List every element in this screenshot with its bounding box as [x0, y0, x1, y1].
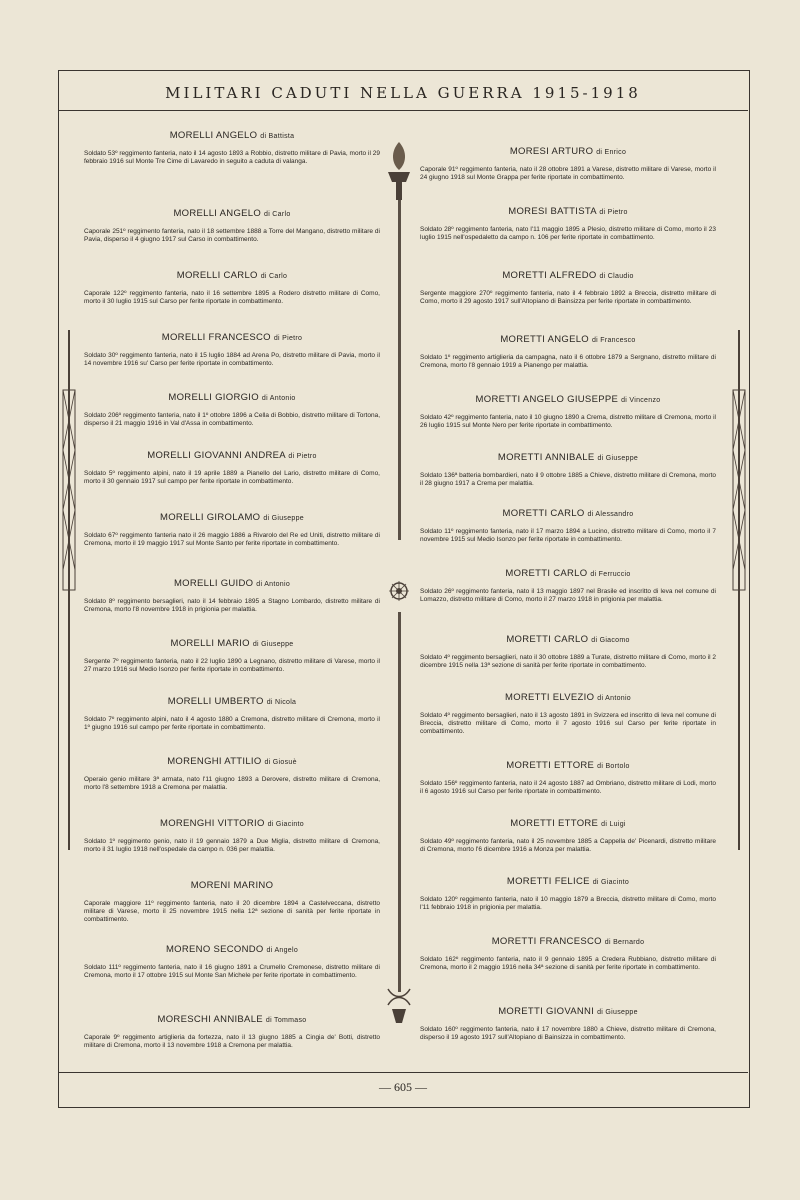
entry: MORELLI GUIDO di Antonio Soldato 8º reggimento bersaglieri, nato il 14 febbraio 1895 a Stagno Lombardo, distretto militare di Cremona, morto l'8 novembre 1918 in prigionia per malattia.: [84, 578, 380, 613]
entry: MORESI ARTURO di Enrico Caporale 91º reggimento fanteria, nato il 28 ottobre 1891 a Varese, distretto militare di Varese, morto il 24 giugno 1918 sul Monte Grappa per ferite riportate in combattimento.: [420, 146, 716, 181]
entry: MORESCHI ANNIBALE di Tommaso Caporale 9º reggimento artiglieria da fortezza, nato il 13 giugno 1885 a Cingia de' Botti, distretto militare di Cremona, morto il 13 novembre 1918 a Cremona per malattia.: [84, 1014, 380, 1049]
entry: MORELLI MARIO di Giuseppe Sergente 7º reggimento fanteria, nato il 22 luglio 1890 a Legnano, distretto militare di Varese, morto il 27 marzo 1916 sul Medio Isonzo per ferite riportate in combattimento.: [84, 638, 380, 673]
entry: MORENI MARINO Caporale maggiore 11º reggimento fanteria, nato il 20 dicembre 1894 a Castelveccana, distretto militare di Varese, morto il 25 novembre 1915 nella 12ª sezione di sanità per ferite riportate in combattimento.: [84, 880, 380, 923]
entry: MORETTI ETTORE di Bortolo Soldato 156º reggimento fanteria, nato il 24 agosto 1887 ad Ombriano, distretto militare di Lodi, morto il 6 agosto 1916 sul Carso per ferite riportate in combattimento.: [420, 760, 716, 795]
entry: MORETTI ALFREDO di Claudio Sergente maggiore 270º reggimento fanteria, nato il 4 febbraio 1892 a Breccia, distretto militare di Como, morto il 29 agosto 1917 sull'Altopiano di Bainsizza per ferite riportate in combattimento.: [420, 270, 716, 305]
entry: MORETTI CARLO di Alessandro Soldato 11º reggimento fanteria, nato il 17 marzo 1894 a Lucino, distretto militare di Como, morto il 7 novembre 1915 sul Medio Isonzo per ferite riportate in combattimento.: [420, 508, 716, 543]
entry: MORETTI ELVEZIO di Antonio Soldato 4º reggimento bersaglieri, nato il 13 agosto 1891 in Svizzera ed inscritto di leva nel comune di Breccia, distretto militare di Como, morto il 7 agosto 1916 sul Carso per ferite riportate in combattimento.: [420, 692, 716, 735]
entry: MORETTI CARLO di Ferruccio Soldato 26º reggimento fanteria, nato il 13 maggio 1897 nel Brasile ed inscritto di leva nel comune di Lomazzo, distretto militare di Como, morto il 27 marzo 1918 in prigionia per malattia.: [420, 568, 716, 603]
rosette-ornament: [382, 578, 416, 604]
entry: MORELLI ANGELO di Carlo Caporale 251º reggimento fanteria, nato il 18 settembre 1888 a Torre del Mangano, distretto militare di Pavia, disperso il 4 giugno 1917 sul Carso in combattimento.: [84, 208, 380, 243]
entry: MORETTI GIOVANNI di Giuseppe Soldato 160º reggimento fanteria, nato il 17 novembre 1880 a Chieve, distretto militare di Cremona, disperso il 19 agosto 1917 sull'Altopiano di Bainsizza in combattimento.: [420, 1006, 716, 1041]
entry: MORETTI ANNIBALE di Giuseppe Soldato 136ª batteria bombardieri, nato il 9 ottobre 1885 a Chieve, distretto militare di Cremona, morto il 28 giugno 1917 a Crema per malattia.: [420, 452, 716, 487]
entry: MORENGHI VITTORIO di Giacinto Soldato 1º reggimento genio, nato il 19 gennaio 1879 a Due Miglia, distretto militare di Cremona, morto il 31 luglio 1918 nell'ospedale da campo n. 036 per malattia.: [84, 818, 380, 853]
entry: MORETTI FELICE di Giacinto Soldato 120º reggimento fanteria, nato il 10 maggio 1879 a Breccia, distretto militare di Como, morto l'11 febbraio 1918 in prigionia per malattia.: [420, 876, 716, 911]
entry: MORESI BATTISTA di Pietro Soldato 28º reggimento fanteria, nato l'11 maggio 1895 a Plesio, distretto militare di Como, morto il 23 luglio 1915 nell'ospedaletto da campo n. 106 per ferite riportate in combattimento.: [420, 206, 716, 241]
entry: MORETTI CARLO di Giacomo Soldato 4º reggimento bersaglieri, nato il 30 ottobre 1889 a Turate, distretto militare di Como, morto il 2 dicembre 1915 nella 13ª sezione di sanità per ferite riportate in combattimento.: [420, 634, 716, 669]
entry: MORENGHI ATTILIO di Giosuè Operaio genio militare 3ª armata, nato l'11 giugno 1893 a Derovere, distretto militare di Cremona, morto l'8 settembre 1918 a Cremona per malattia.: [84, 756, 380, 791]
footer-rule: [58, 1072, 748, 1073]
flag-left-ornament: [60, 330, 78, 850]
page-number: — 605 —: [379, 1080, 427, 1094]
column-rule-lower: [398, 612, 401, 992]
entry: MORETTI FRANCESCO di Bernardo Soldato 162º reggimento fanteria, nato il 9 gennaio 1895 a Credera Rubbiano, distretto militare di Cremona, morto il 2 maggio 1916 nella 34ª sezione di sanità per ferite riportate in combattimento.: [420, 936, 716, 971]
flag-right-ornament: [730, 330, 748, 850]
entry: MORELLI GIORGIO di Antonio Soldato 206º reggimento fanteria, nato il 1º ottobre 1896 a Cella di Bobbio, distretto militare di Tortona, disperso il 21 maggio 1916 in Val d'Assa in combattimento.: [84, 392, 380, 427]
page-header: [58, 84, 748, 111]
torch-ornament: [382, 140, 416, 200]
entry: MORELLI CARLO di Carlo Caporale 122º reggimento fanteria, nato il 16 settembre 1895 a Rodero distretto militare di Como, morto il 30 luglio 1915 sul Carso per ferite riportate in combattimento.: [84, 270, 380, 305]
entry: MORETTI ETTORE di Luigi Soldato 49º reggimento fanteria, nato il 25 novembre 1885 a Cappella de' Picenardi, distretto militare di Cremona, morto l'6 dicembre 1916 a Monza per malattia.: [420, 818, 716, 853]
entry: MORELLI ANGELO di Battista Soldato 53º reggimento fanteria, nato il 14 agosto 1893 a Robbio, distretto militare di Pavia, morto il 29 febbraio 1916 sul Monte Tre Cime di Lavaredo in seguito a caduta di valanga.: [84, 130, 380, 165]
entry: MORELLI FRANCESCO di Pietro Soldato 30º reggimento fanteria, nato il 15 luglio 1884 ad Arena Po, distretto militare di Pavia, morto il 14 novembre 1916 su' Carso per ferite riportate in combattimento.: [84, 332, 380, 367]
entry: MORENO SECONDO di Angelo Soldato 111º reggimento fanteria, nato il 16 giugno 1891 a Crumello Cremonese, distretto militare di Cremona, morto il 17 ottobre 1915 sul Monte San Michele per ferite riportate in combattimento.: [84, 944, 380, 979]
header-title: MILITARI CADUTI NELLA GUERRA 1915-1918: [165, 84, 641, 102]
entry: MORELLI GIROLAMO di Giuseppe Soldato 67º reggimento fanteria nato il 26 maggio 1886 a Rivarolo del Re ed Uniti, distretto militare di Cremona, morto il 19 maggio 1917 sul Monte Santo per ferite riportate in combattimento.: [84, 512, 380, 547]
entry: MORELLI GIOVANNI ANDREA di Pietro Soldato 5º reggimento alpini, nato il 19 aprile 1889 a Pianello del Lario, distretto militare di Como, morto il 30 gennaio 1917 sul campo per ferite riportate in combattimento.: [84, 450, 380, 485]
entry: MORETTI ANGELO GIUSEPPE di Vincenzo Soldato 42º reggimento fanteria, nato il 10 giugno 1890 a Crema, distretto militare di Cremona, morto il 26 luglio 1915 sul Monte Nero per ferite riportate in combattimento.: [420, 394, 716, 429]
entry: MORELLI UMBERTO di Nicola Soldato 7º reggimento alpini, nato il 4 agosto 1880 a Cremona, distretto militare di Cremona, morto il 1º giugno 1916 sul campo per ferite riportate in combattimento.: [84, 696, 380, 731]
entry: MORETTI ANGELO di Francesco Soldato 1º reggimento artiglieria da campagna, nato il 6 ottobre 1879 a Sergnano, distretto militare di Cremona, morto l'8 gennaio 1919 a Pianengo per malattia.: [420, 334, 716, 369]
base-ornament: [382, 985, 416, 1025]
column-rule-upper: [398, 200, 401, 540]
